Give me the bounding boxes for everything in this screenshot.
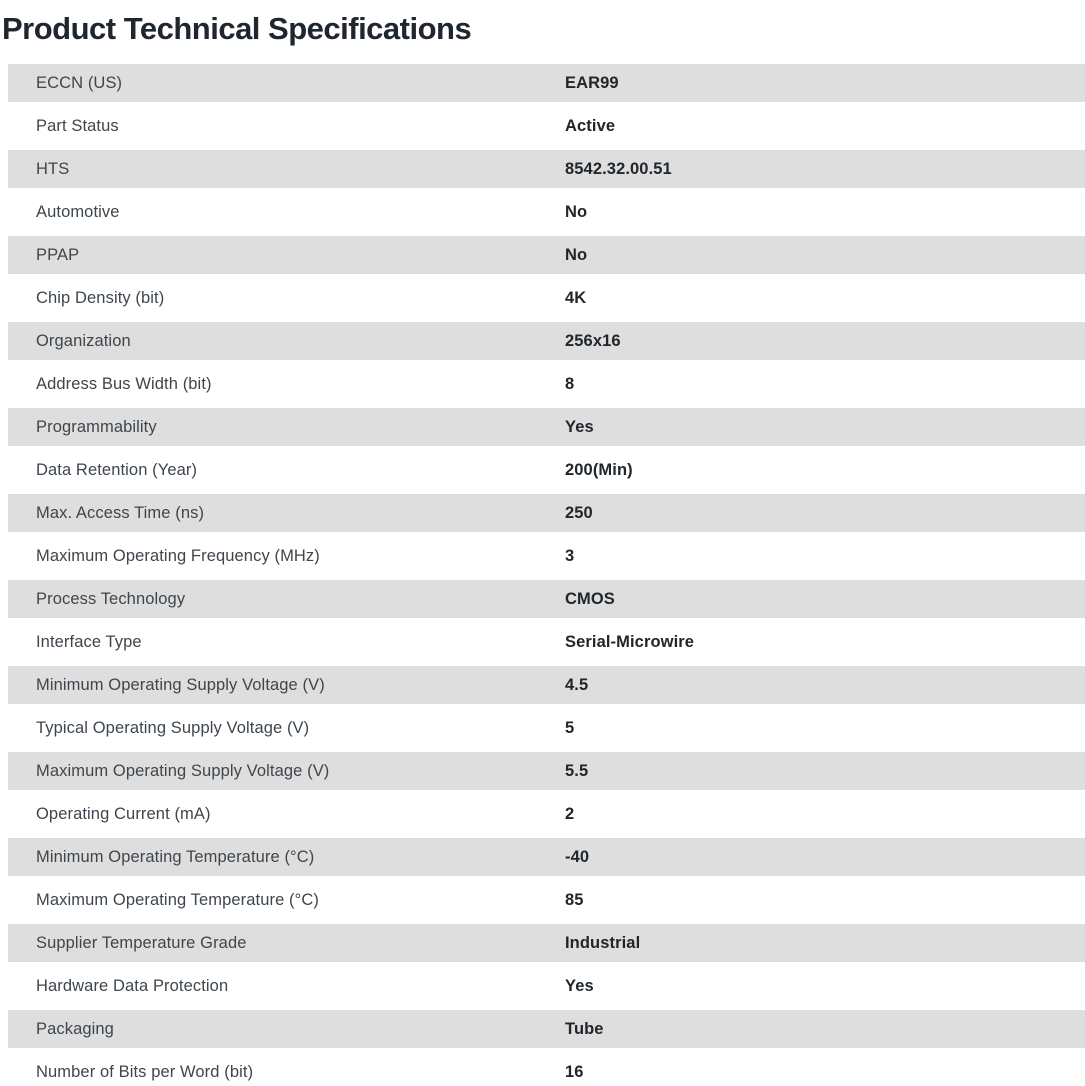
spec-value: 8 [565, 374, 575, 393]
spec-value: Serial-Microwire [565, 632, 695, 651]
spec-label: Organization [36, 331, 131, 350]
spec-label: Typical Operating Supply Voltage (V) [36, 718, 310, 737]
spec-label: Chip Density (bit) [36, 288, 165, 307]
spec-value: 2 [565, 804, 575, 823]
spec-value: 8542.32.00.51 [565, 159, 672, 178]
spec-row [8, 107, 1085, 145]
spec-label: Address Bus Width (bit) [36, 374, 212, 393]
spec-value: -40 [565, 847, 590, 866]
spec-label: Automotive [36, 202, 120, 221]
spec-value: 4.5 [565, 675, 589, 694]
spec-row [8, 279, 1085, 317]
page-title: Product Technical Specifications [2, 11, 472, 46]
spec-label: Supplier Temperature Grade [36, 933, 247, 952]
spec-row [8, 752, 1085, 790]
spec-value: 16 [565, 1062, 584, 1081]
product-specs-table [0, 64, 1085, 1086]
spec-label: Minimum Operating Supply Voltage (V) [36, 675, 325, 694]
spec-row [8, 1010, 1085, 1048]
spec-value: Yes [565, 976, 594, 995]
spec-value: CMOS [565, 589, 615, 608]
spec-label: Process Technology [36, 589, 186, 608]
spec-row [8, 967, 1085, 1005]
spec-row [8, 494, 1085, 532]
spec-label: Operating Current (mA) [36, 804, 211, 823]
spec-row [8, 408, 1085, 446]
spec-row [8, 64, 1085, 102]
spec-label: Hardware Data Protection [36, 976, 229, 995]
spec-label: Minimum Operating Temperature (°C) [36, 847, 315, 866]
spec-label: Interface Type [36, 632, 142, 651]
spec-label: Packaging [36, 1019, 114, 1038]
spec-label: HTS [36, 159, 70, 178]
spec-value: 250 [565, 503, 593, 522]
spec-row [8, 1053, 1085, 1086]
spec-row [8, 666, 1085, 704]
spec-label: Data Retention (Year) [36, 460, 198, 479]
spec-value: 85 [565, 890, 584, 909]
spec-row [8, 795, 1085, 833]
spec-row [8, 924, 1085, 962]
spec-value: No [565, 245, 588, 264]
spec-value: 5.5 [565, 761, 589, 780]
spec-value: 256x16 [565, 331, 621, 350]
spec-label: Maximum Operating Temperature (°C) [36, 890, 319, 909]
spec-value: 200(Min) [565, 460, 633, 479]
spec-label: Number of Bits per Word (bit) [36, 1062, 254, 1081]
spec-row [8, 365, 1085, 403]
spec-value: 3 [565, 546, 575, 565]
spec-label: Max. Access Time (ns) [36, 503, 205, 522]
spec-row [8, 838, 1085, 876]
spec-row [8, 236, 1085, 274]
spec-row [8, 881, 1085, 919]
spec-row [8, 150, 1085, 188]
spec-label: Programmability [36, 417, 157, 436]
spec-row [8, 322, 1085, 360]
spec-row [8, 623, 1085, 661]
spec-label: PPAP [36, 245, 80, 264]
spec-value: Industrial [565, 933, 641, 952]
spec-value: Active [565, 116, 616, 135]
spec-value: EAR99 [565, 73, 619, 92]
spec-value: Yes [565, 417, 594, 436]
spec-value: 5 [565, 718, 575, 737]
spec-label: Part Status [36, 116, 119, 135]
spec-row [8, 709, 1085, 747]
spec-row [8, 537, 1085, 575]
spec-row [8, 193, 1085, 231]
spec-row [8, 580, 1085, 618]
spec-value: No [565, 202, 588, 221]
spec-row [8, 451, 1085, 489]
spec-value: 4K [565, 288, 587, 307]
spec-label: ECCN (US) [36, 73, 123, 92]
spec-label: Maximum Operating Frequency (MHz) [36, 546, 320, 565]
spec-label: Maximum Operating Supply Voltage (V) [36, 761, 330, 780]
spec-value: Tube [565, 1019, 604, 1038]
